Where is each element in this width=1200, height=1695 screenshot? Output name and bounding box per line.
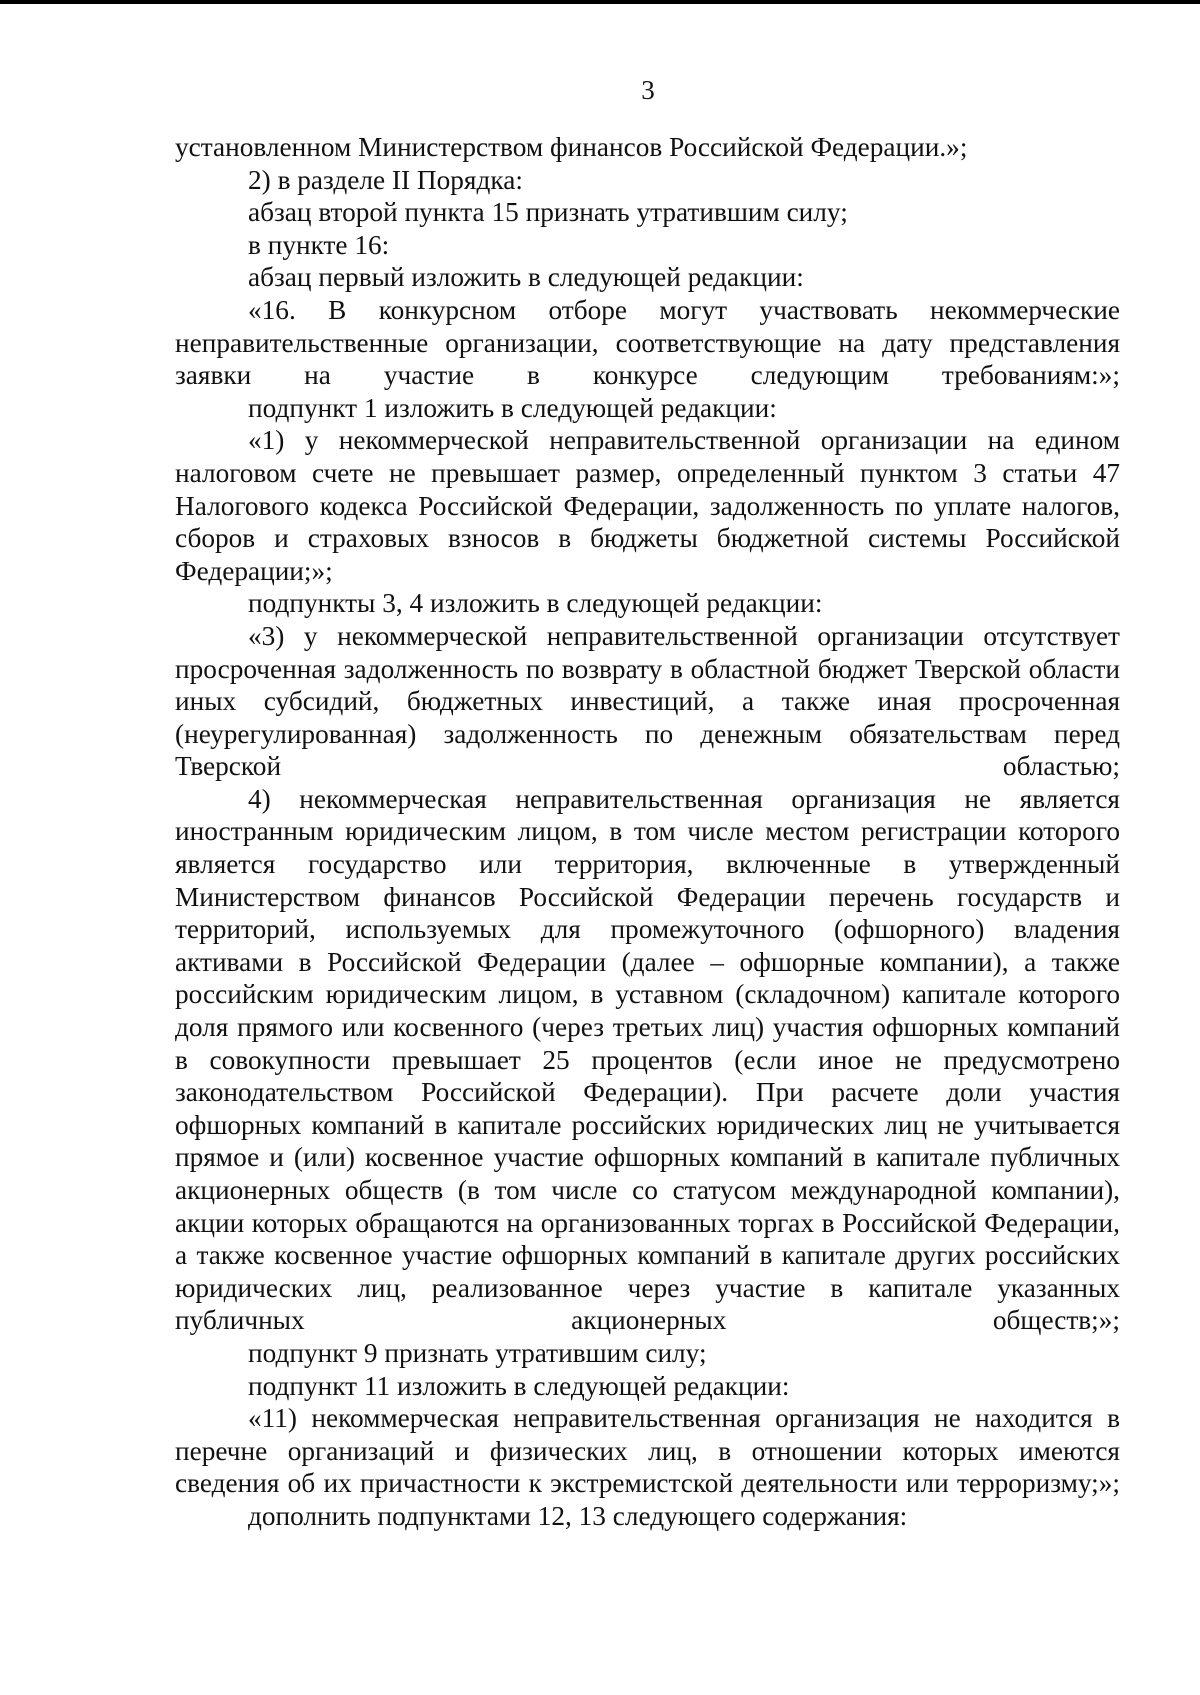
paragraph: абзац первый изложить в следующей редакции: [248,262,804,293]
paragraph: 2) в разделе II Порядка: [248,164,523,195]
paragraph: подпункт 9 признать утратившим силу; [248,1337,707,1368]
paragraph: абзац второй пункта 15 признать утратившим силу; [248,197,848,228]
paragraph: подпункты 3, 4 изложить в следующей редакции: [248,588,823,619]
paragraph: подпункт 1 изложить в следующей редакции: [248,392,777,423]
paragraph: установленном Министерством финансов Российской Федерации.»; [175,132,968,162]
paragraph: подпункт 11 изложить в следующей редакции: [248,1370,790,1401]
scan-top-edge [0,0,1200,4]
paragraph: «1) у некоммерческой неправительственной организации на едином налоговом счете не превышает размер, определенный пунктом 3 статьи 47 Налогового кодекса Российской Федерации, задолженность по уплате налогов, сборов и страховых взносов в бюджеты бюджетной системы Российской Федерации;»; [175,425,1120,586]
page-number: 3 [641,75,655,105]
paragraph: «16. В конкурсном отборе могут участвовать некоммерческие неправительственные организации, соответствующие на дату представления заявки на участие в конкурсе следующим требованиям:»; [175,294,1120,391]
paragraph: 4) некоммерческая неправительственная организация не является иностранным юридическим лицом, в том числе местом регистрации которого является государство или территория, включенные в утвержденный Министерством финансов Российской Федерации перечень государств и территорий, используемых для промежуточного (офшорного) владения активами в Российской Федерации (далее – офшорные компании), а также российским юридическим лицом, в уставном (складочном) капитале которого доля прямого или косвенного (через третьих лиц) участия офшорных компаний в совокупности превышает 25 процентов (если иное не предусмотрено законодательством Российской Федерации). При расчете доли участия офшорных компаний в капитале российских юридических лиц не учитывается прямое и (или) косвенное участие офшорных компаний в капитале публичных акционерных обществ (в том числе со статусом международной компании), акции которых обращаются на организованных торгах в Российской Федерации, а также косвенное участие офшорных компаний в капитале других российских юридических лиц, реализованное через участие в капитале указанных публичных акционерных обществ;»; [175,783,1120,1336]
paragraph: в пункте 16: [248,229,390,260]
paragraph: дополнить подпунктами 12, 13 следующего содержания: [248,1500,908,1531]
paragraph: «3) у некоммерческой неправительственной организации отсутствует просроченная задолженность по возврату в областной бюджет Тверской области иных субсидий, бюджетных инвестиций, а также иная просроченная (неурегулированная) задолженность по денежным обязательствам перед Тверской областью; [175,620,1120,782]
document-body [175,131,1120,1533]
paragraph: «11) некоммерческая неправительственная организация не находится в перечне организаций и физических лиц, в отношении которых имеются сведения об их причастности к экстремистской деятельности или терроризму;»; [175,1403,1120,1499]
